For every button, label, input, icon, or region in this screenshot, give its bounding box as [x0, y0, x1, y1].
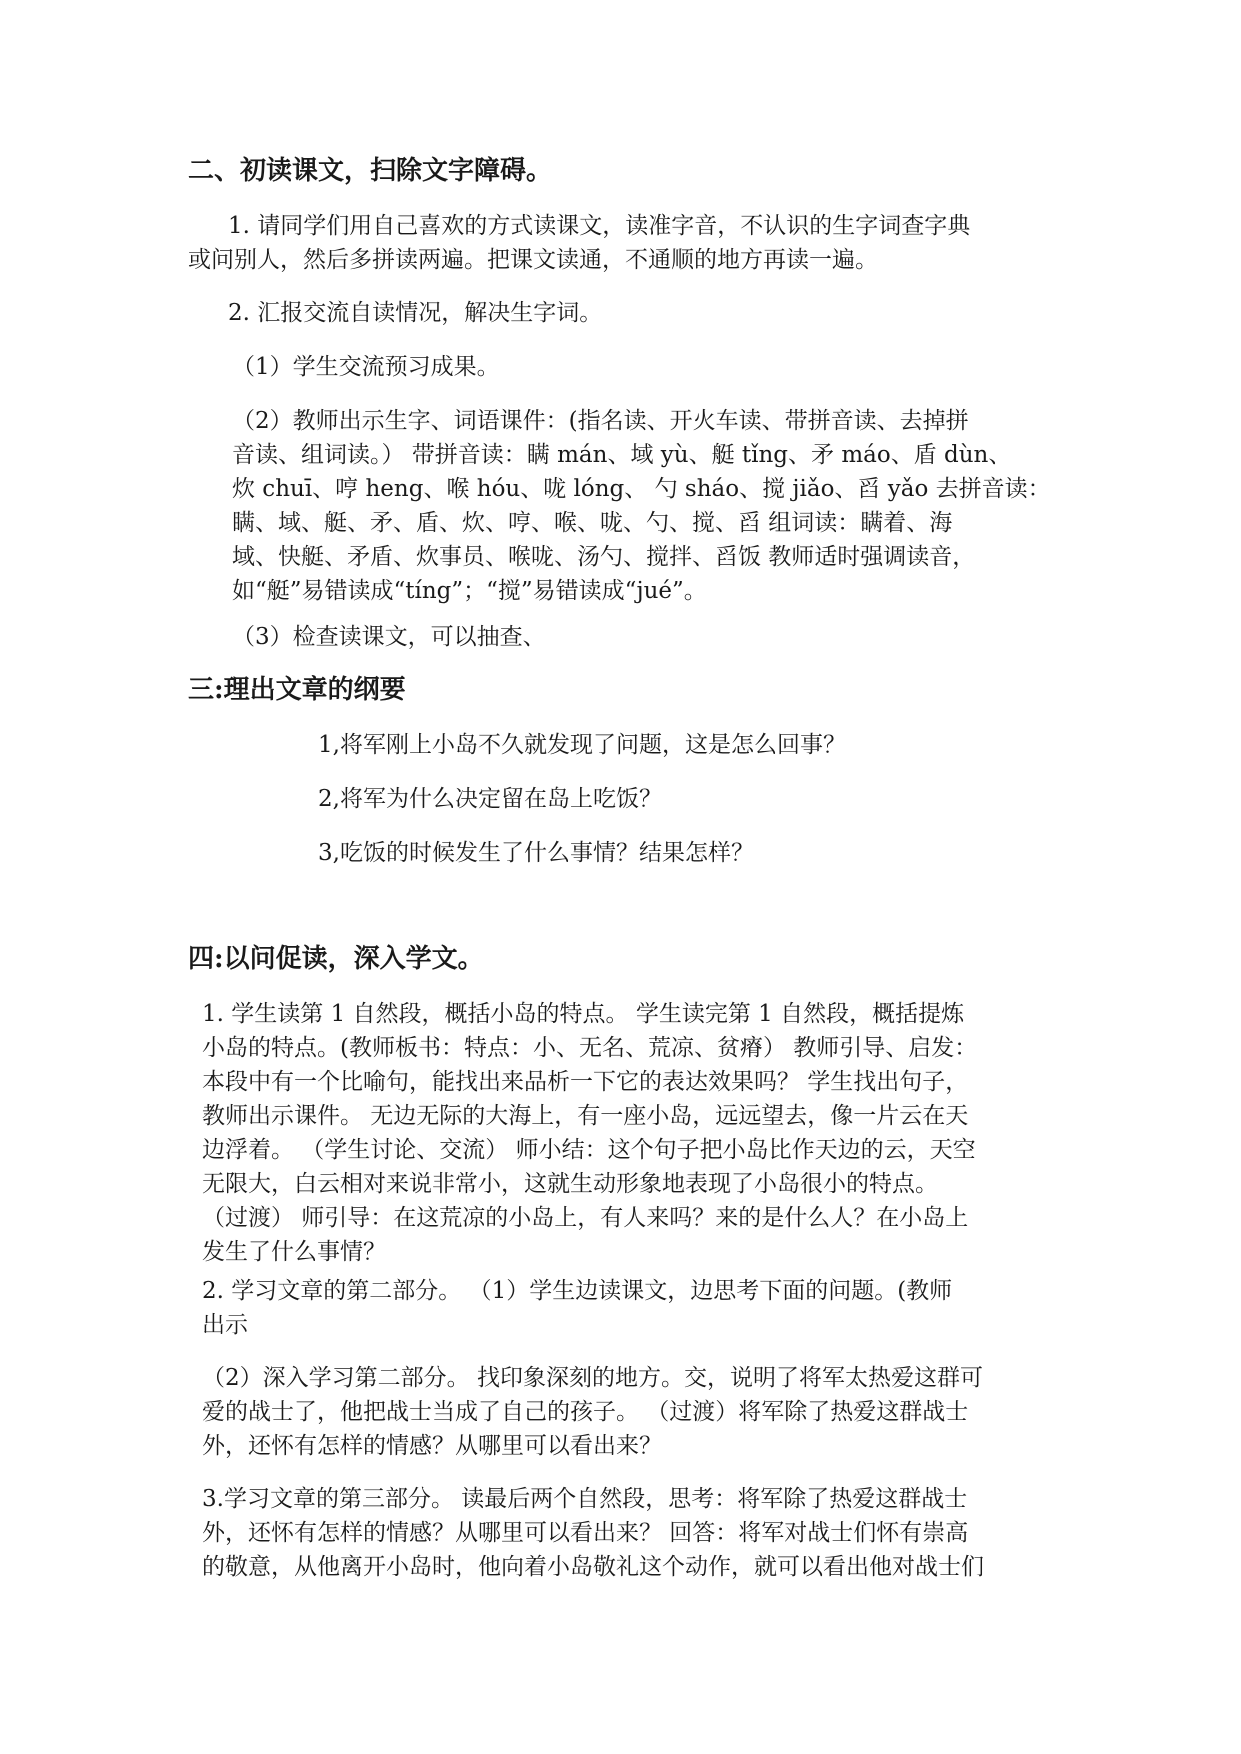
section-2-paragraph-3: （1）学生交流预习成果。 — [232, 354, 500, 380]
section-4-paragraph-4: 3.学习文章的第三部分。 读最后两个自然段，思考：将军除了热爱这群战士 外，还怀有怎样的情感？从哪里可以看出来？ 回答：将军对战士们怀有崇高 的敬意，从他离开小岛时，他向着小岛敬礼这个动作，就可以看出他对战士们 — [202, 1486, 984, 1580]
section-4-paragraph-1: 1. 学生读第 1 自然段，概括小岛的特点。 学生读完第 1 自然段，概括提炼 小岛的特点。(教师板书：特点：小、无名、荒凉、贫瘠） 教师引导、启发： 本段中有一个比喻句，能找出来品析一下它的表达效果吗？ 学生找出句子， 教师出示课件。 无边无际的大海上，有一座小岛，远远望去，像一片云在天 边浮着。 （学生讨论、交流） 师小结：这个句子把小岛比作天边的云，天空 无限大，白云相对来说非常小，这就生动形象地表现了小岛很小的特点。 （过渡） 师引导：在这荒凉的小岛上，有人来吗？来的是什么人？在小岛上 发生了什么事情？ — [202, 1001, 978, 1265]
outline-question-2: 2,将军为什么决定留在岛上吃饭？ — [318, 786, 662, 812]
section-4-paragraph-2: 2. 学习文章的第二部分。 （1）学生边读课文，边思考下面的问题。(教师 出示 — [202, 1278, 953, 1338]
section-2-paragraph-2: 2. 汇报交流自读情况，解决生字词。 — [228, 300, 603, 326]
section-2-heading: 二、初读课文，扫除文字障碍。 — [188, 156, 553, 186]
section-4-heading: 四:以问促读，深入学文。 — [188, 944, 484, 974]
section-2-paragraph-4: （2）教师出示生字、词语课件：(指名读、开火车读、带拼音读、去掉拼 音读、组词读。） 带拼音读：瞒 mán、域 yù、艇 tǐng、矛 máo、盾 dùn、 炊 chuī、哼 heng、喉 hóu、咙 lóng、 勺 sháo、搅 jiǎo、舀 yǎo 去拼音读： 瞒、域、艇、矛、盾、炊、哼、喉、咙、勺、搅、舀 组词读：瞒着、海 域、快艇、矛盾、炊事员、喉咙、汤勺、搅拌、舀饭 教师适时强调读音， 如“艇”易错读成“tíng”；“搅”易错读成“jué”。 — [232, 408, 1051, 604]
section-2-paragraph-1: 1. 请同学们用自己喜欢的方式读课文，读准字音，不认识的生字词查字典 或问别人，然后多拼读两遍。把课文读通，不通顺的地方再读一遍。 — [188, 213, 971, 273]
section-4-paragraph-3: （2）深入学习第二部分。 找印象深刻的地方。交，说明了将军太热爱这群可 爱的战士了，他把战士当成了自己的孩子。 （过渡）将军除了热爱这群战士 外，还怀有怎样的情感？从哪里可以看出来？ — [202, 1365, 983, 1459]
outline-question-1: 1,将军刚上小岛不久就发现了问题，这是怎么回事？ — [318, 732, 846, 758]
section-3-heading: 三:理出文章的纲要 — [188, 675, 406, 705]
section-2-paragraph-5: （3）检查读课文，可以抽查、 — [232, 624, 546, 650]
outline-question-3: 3,吃饭的时候发生了什么事情？结果怎样？ — [318, 840, 754, 866]
